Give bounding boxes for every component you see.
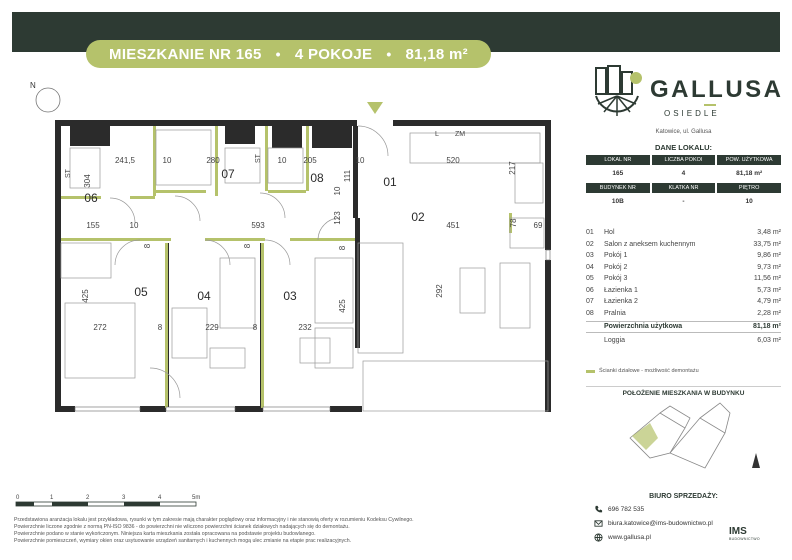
small-label: ST	[255, 154, 262, 163]
dim-label: 425	[338, 299, 347, 313]
rooms-count: 4 POKOJE	[294, 45, 373, 63]
company-logo	[729, 526, 760, 541]
room-no: 06	[586, 286, 594, 294]
disclaimer-line: Powierzchnie liczone zgodnie z normą PN-ISO 9836 - do powierzchni nie wliczono powierzchni ścianek działowych nadających się do demontażu.	[14, 524, 350, 530]
room-label-04: 04	[197, 289, 211, 303]
apartment-number: MIESZKANIE NR 165	[109, 45, 262, 63]
value-cell: 10	[745, 198, 753, 205]
legend-text: Ścianki działowe - możliwość demontażu	[599, 368, 699, 374]
north-label: N	[30, 81, 36, 90]
dim-label: 205	[303, 156, 317, 165]
room-name: Pokój 2	[604, 263, 628, 271]
email-icon	[594, 519, 603, 528]
dim-label: 272	[93, 323, 107, 332]
disclaimer-line: Powierzchnie pomieszczeń, wymiary okien oraz usytuowanie urządzeń sanitarnych i kuchennych mogą ulec zmianie na etapie prac realizacyjnych.	[14, 538, 352, 544]
room-area: 4,79 m²	[757, 298, 781, 306]
total-name: Powierzchnia użytkowa	[604, 323, 683, 331]
disclaimer-line: Przedstawiona aranżacja lokalu jest przykładowa, rysunki w tym zakresie mają charakter poglądowy oraz informacyjny i nie stanowią oferty w rozumieniu Kodeksu Cywilnego.	[14, 517, 414, 523]
room-label-08: 08	[310, 171, 324, 185]
dim-label: 69	[533, 221, 543, 230]
room-label-02: 02	[411, 210, 425, 224]
dim-label: 304	[83, 174, 92, 188]
header-cell: KLATKA NR	[652, 183, 716, 193]
room-label-01: 01	[383, 175, 397, 189]
company-sub: BUDOWNICTWO	[729, 537, 760, 541]
globe-icon	[594, 533, 603, 542]
phone-number[interactable]: 696 782 535	[608, 506, 645, 513]
room-name: Pokój 1	[604, 252, 628, 260]
email-row	[594, 519, 713, 528]
dim-label: 425	[81, 289, 90, 303]
header-cell: BUDYNEK NR	[586, 183, 650, 193]
room-no: 04	[586, 263, 594, 271]
list-item	[586, 296, 781, 308]
entrance-arrow-icon	[367, 102, 383, 114]
brand-divider	[704, 104, 716, 106]
apartment-header	[86, 40, 491, 68]
room-name: Łazienka 2	[604, 298, 638, 306]
building-location-map	[610, 398, 770, 478]
separator-dot: •	[275, 46, 281, 62]
list-item	[586, 285, 781, 297]
room-label-07: 07	[221, 167, 235, 181]
room-name: Salon z aneksem kuchennym	[604, 240, 696, 248]
dim-label: 10	[333, 186, 342, 196]
dim-label: 280	[206, 156, 220, 165]
web-row	[594, 533, 651, 542]
scale-tick: 0	[16, 495, 20, 501]
loggia-row	[586, 335, 781, 347]
loggia-area: 6,03 m²	[757, 336, 781, 344]
room-no: 07	[586, 298, 594, 306]
loggia-name: Loggia	[604, 336, 626, 344]
phone-icon	[594, 505, 603, 514]
total-area: 81,18 m²	[752, 323, 781, 331]
room-area: 9,73 m²	[757, 263, 781, 271]
list-item	[586, 250, 781, 262]
email-link[interactable]: biura.katowice@ims-budownictwo.pl	[608, 520, 713, 527]
room-area: 9,86 m²	[757, 252, 781, 260]
dim-label: 241,5	[114, 156, 136, 165]
room-name: Pokój 3	[604, 275, 628, 283]
dim-label: 520	[446, 156, 460, 165]
small-label: L	[435, 131, 439, 138]
compass-icon	[752, 453, 760, 468]
north-arrow-icon	[30, 81, 60, 112]
dim-label: 229	[205, 323, 219, 332]
scale-tick: 2	[86, 495, 90, 501]
dim-label: 10	[277, 156, 287, 165]
dim-label: 593	[251, 221, 265, 230]
address: Katowice, ul. Gallusa	[655, 129, 712, 135]
scale-tick: 5m	[192, 495, 201, 501]
total-row	[586, 321, 781, 333]
header-cell: PIĘTRO	[717, 183, 781, 193]
value-cell: 165	[612, 170, 624, 177]
brand-sub: OSIEDLE	[664, 109, 720, 118]
unit-data-table	[586, 143, 781, 209]
dim-label: 10	[162, 156, 172, 165]
dim-label: 451	[446, 221, 460, 230]
list-item	[586, 262, 781, 274]
room-list	[586, 227, 781, 346]
scale-bar	[14, 493, 214, 513]
value-cell: 4	[681, 170, 686, 177]
company-name: IMS	[729, 526, 747, 537]
room-area: 3,48 m²	[757, 229, 781, 237]
value-cell: -	[682, 198, 685, 205]
separator-dot: •	[386, 46, 392, 62]
dim-label: 10	[355, 156, 365, 165]
list-item	[586, 308, 781, 320]
header-cell: LOKAL NR	[586, 155, 650, 165]
apartment-area: 81,18 m²	[405, 45, 468, 63]
room-no: 01	[586, 229, 594, 237]
dim-label: 8	[243, 243, 252, 249]
room-label-05: 05	[134, 285, 148, 299]
small-label: ZM	[455, 131, 466, 138]
disclaimer	[14, 517, 574, 545]
dim-label: 232	[298, 323, 312, 332]
phone-row	[594, 505, 644, 514]
dim-label: 78	[509, 218, 518, 228]
room-name: Łazienka 1	[604, 286, 638, 294]
dim-label: 8	[252, 323, 258, 332]
room-area: 11,56 m²	[753, 275, 781, 283]
room-label-03: 03	[283, 289, 297, 303]
dim-label: 8	[338, 245, 347, 251]
dim-label: 123	[333, 211, 342, 225]
room-no: 02	[586, 240, 594, 248]
dim-label: 10	[129, 221, 139, 230]
room-label-06: 06	[84, 191, 98, 205]
dim-label: 8	[143, 243, 152, 249]
scale-tick: 3	[122, 495, 126, 501]
list-item	[586, 227, 781, 239]
room-name: Hol	[604, 229, 615, 237]
list-item	[586, 273, 781, 285]
room-no: 08	[586, 309, 594, 317]
header-cell: LICZBA POKOI	[652, 155, 716, 165]
header-cell: POW. UŻYTKOWA	[717, 155, 781, 165]
room-area: 2,28 m²	[757, 309, 781, 317]
legend	[586, 368, 699, 374]
room-area: 33,75 m²	[753, 240, 781, 248]
dim-label: 111	[343, 169, 352, 183]
website-link[interactable]: www.gallusa.pl	[608, 534, 651, 541]
small-label: ST	[65, 169, 72, 178]
logo-emblem-icon	[592, 64, 644, 120]
room-name: Pralnia	[604, 309, 626, 317]
brand-logo	[592, 64, 782, 124]
dim-label: 155	[86, 221, 100, 230]
unit-data-title: DANE LOKALU:	[654, 143, 713, 152]
brand-name: GALLUSA	[650, 76, 784, 103]
room-area: 5,73 m²	[757, 286, 781, 294]
dim-label: 217	[508, 161, 517, 175]
dim-label: 8	[157, 323, 163, 332]
sales-office-title: BIURO SPRZEDAŻY:	[649, 493, 718, 500]
location-title: POŁOŻENIE MIESZKANIA W BUDYNKU	[586, 386, 781, 397]
list-item	[586, 239, 781, 251]
room-no: 05	[586, 275, 594, 283]
legend-swatch	[586, 370, 595, 373]
scale-tick: 4	[158, 495, 162, 501]
floor-plan	[10, 78, 570, 438]
value-cell: 10B	[611, 198, 624, 205]
dim-label: 292	[435, 284, 444, 298]
value-cell: 81,18 m²	[736, 170, 763, 177]
room-no: 03	[586, 252, 594, 260]
scale-tick: 1	[50, 495, 54, 501]
disclaimer-line: Powierzchnie podano w stanie wykończonym. Niniejsza karta mieszkania została opracowana na podstawie projektu budowlanego.	[14, 531, 316, 537]
